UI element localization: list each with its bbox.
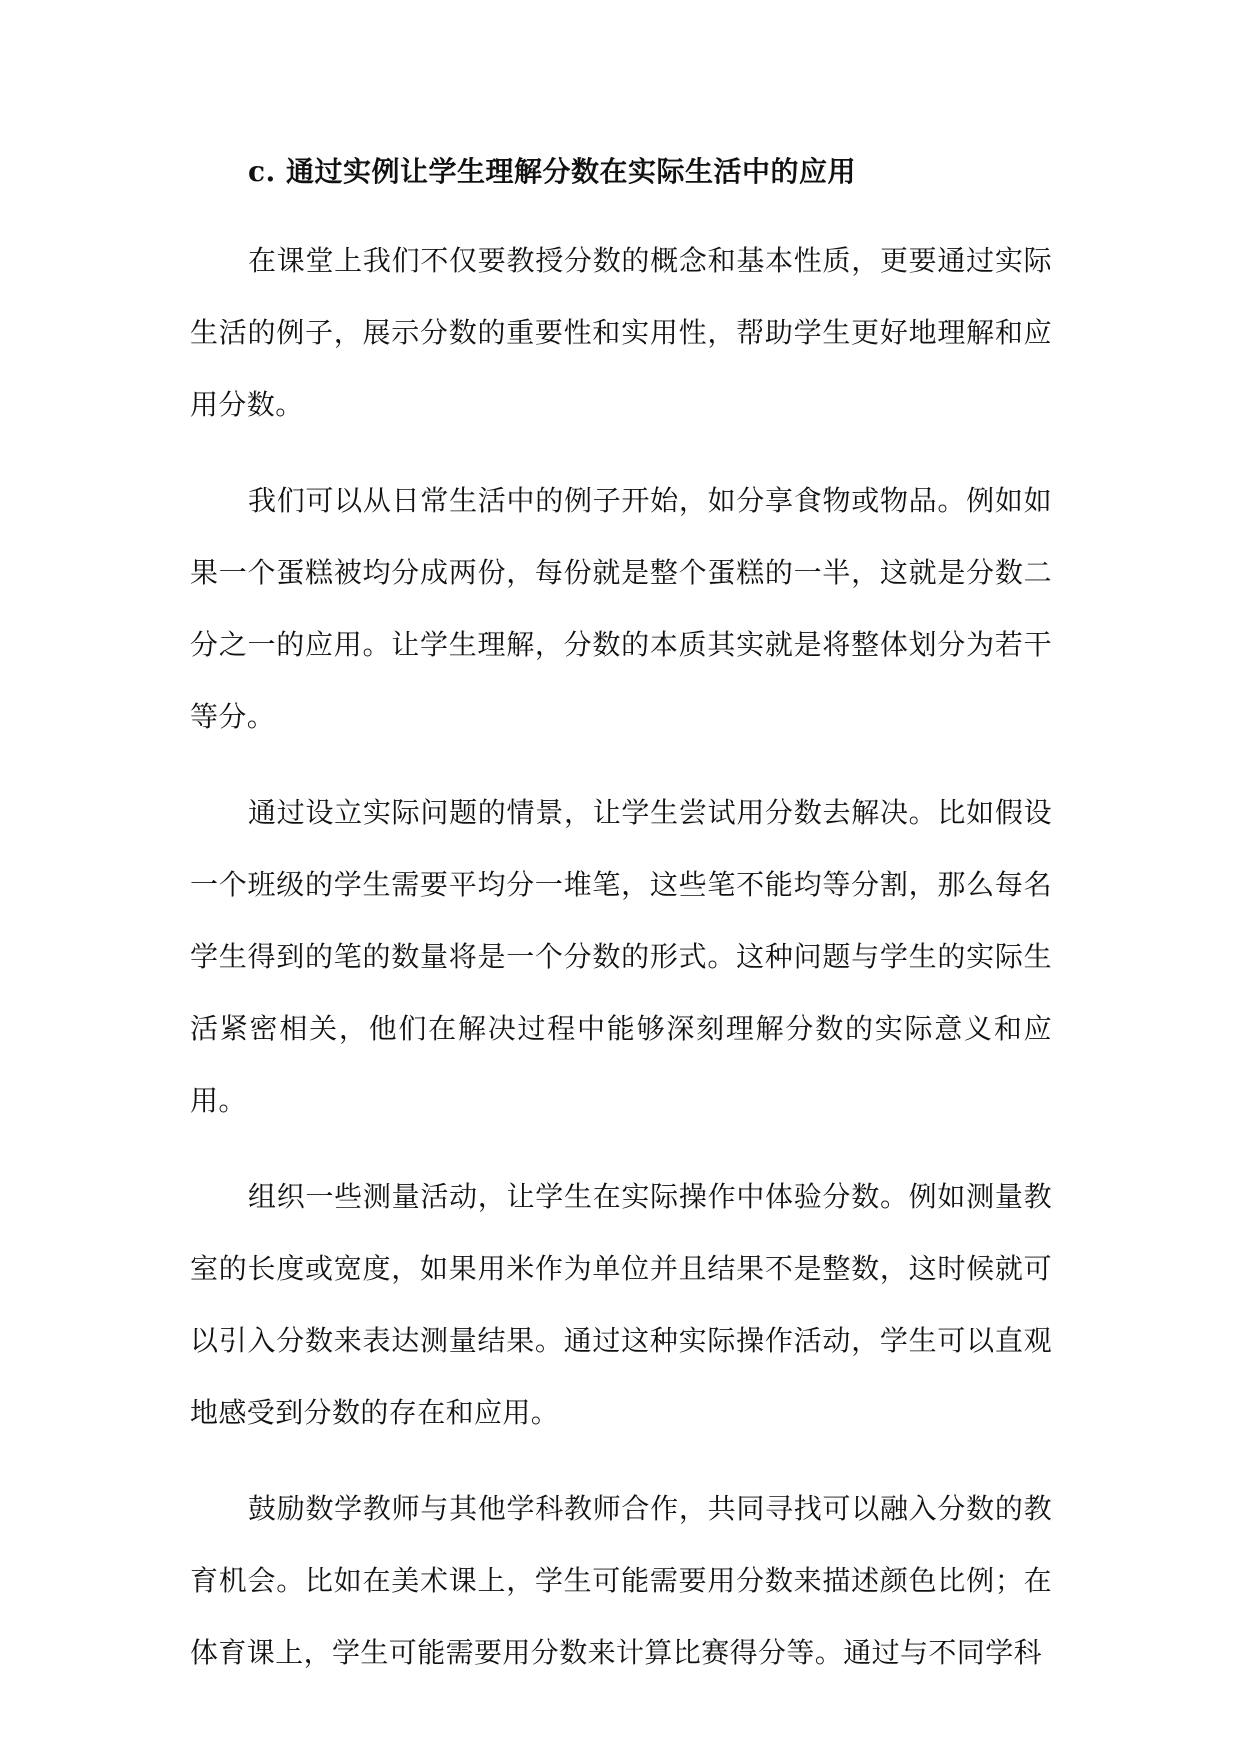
paragraph-daily-life-example: 我们可以从日常生活中的例子开始，如分享食物或物品。例如如果一个蛋糕被均分成两份，每份就是整个蛋糕的一半，这就是分数二分之一的应用。让学生理解，分数的本质其实就是将整体划分为若干等分。 xyxy=(190,484,1052,733)
section-heading: c. 通过实例让学生理解分数在实际生活中的应用 xyxy=(248,155,857,188)
paragraph-intro: 在课堂上我们不仅要教授分数的概念和基本性质，更要通过实际生活的例子，展示分数的重要性和实用性，帮助学生更好地理解和应用分数。 xyxy=(190,244,1052,421)
paragraph-cross-subject: 鼓励数学教师与其他学科教师合作，共同寻找可以融入分数的教育机会。比如在美术课上，学生可能需要用分数来描述颜色比例；在体育课上，学生可能需要用分数来计算比赛得分等。通过与不同学科 xyxy=(190,1492,1052,1669)
document-body xyxy=(190,143,1052,1713)
paragraph-problem-scenario: 通过设立实际问题的情景，让学生尝试用分数去解决。比如假设一个班级的学生需要平均分一堆笔，这些笔不能均等分割，那么每名学生得到的笔的数量将是一个分数的形式。这种问题与学生的实际生活紧密相关，他们在解决过程中能够深刻理解分数的实际意义和应用。 xyxy=(190,796,1052,1117)
paragraph-measurement-activity: 组织一些测量活动，让学生在实际操作中体验分数。例如测量教室的长度或宽度，如果用米作为单位并且结果不是整数，这时候就可以引入分数来表达测量结果。通过这种实际操作活动，学生可以直观地感受到分数的存在和应用。 xyxy=(190,1180,1052,1429)
